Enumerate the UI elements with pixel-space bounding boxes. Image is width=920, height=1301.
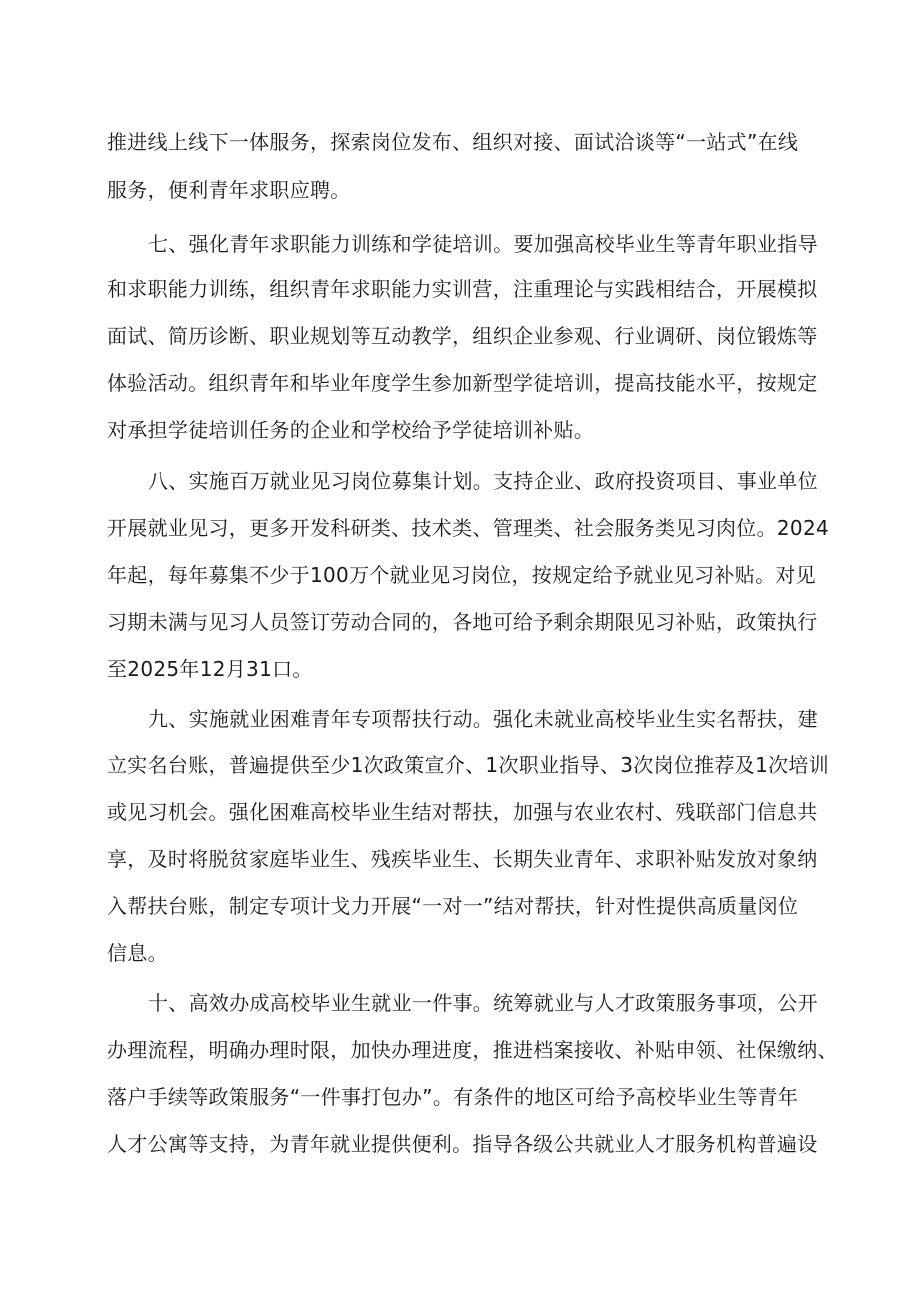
paragraph-line: 和求职能力训练，组织青年求职能力实训营，注重理论与实践相结合，开展模拟: [107, 277, 818, 301]
paragraph-line: 服务，便利青年求职应聘。: [107, 178, 351, 202]
paragraph-line: 开展就业见习，更多开发科研类、技术类、管理类、社会服务类见习肉位。2024: [107, 516, 829, 540]
paragraph-line: 或见习机会。强化困难高校毕业生结对帮扶，加强与农业农村、残联部门信息共: [107, 800, 818, 824]
paragraph-line: 落户手续等政策服务“一件事打包办”。有条件的地区可给予高校毕业生等青年: [107, 1085, 799, 1109]
paragraph-line: 信息。: [107, 941, 168, 965]
paragraph-line: 九、实施就业困难青年专项帮扶行动。强化未就业高校毕业生实名帮扶，建: [148, 707, 818, 731]
paragraph-line: 七、强化青年求职能力训练和学徒培训。要加强高校毕业生等青年职业指导: [148, 232, 818, 256]
paragraph-line: 至2025年12月31口。: [107, 657, 313, 681]
paragraph-line: 面试、简历诊断、职业规划等互动教学，组织企业参观、行业调研、岗位锻炼等: [107, 324, 818, 348]
paragraph-line: 推进线上线下一体服务，探索岗位发布、组织对接、面试洽谈等“一站式”在线: [107, 130, 799, 154]
paragraph-line: 立实名台账，普遍提供至少1次政策宣介、1次职业指导、3次岗位推荐及1次培训: [107, 753, 829, 777]
paragraph-line: 办理流程，明确办理时限，加快办理进度，推进档案接收、补贴申领、社保缴纳、: [107, 1038, 838, 1062]
paragraph-line: 八、实施百万就业见习岗位募集计划。支持企业、政府投资项目、事业单位: [148, 469, 818, 493]
paragraph-line: 十、高效办成高校毕业生就业一件事。统筹就业与人才政策服务事项，公开: [148, 991, 818, 1015]
paragraph-line: 享，及时将脱贫家庭毕业生、残疾毕业生、长期失业青年、求职补贴发放对象纳: [107, 847, 818, 871]
paragraph-line: 体验活动。组织青年和毕业年度学生参加新型学徒培训，提高技能水平，按规定: [107, 371, 818, 395]
paragraph-line: 对承担学徒培训任务的企业和学校给予学徒培训补贴。: [107, 418, 595, 442]
paragraph-line: 习期未满与见习人员签订劳动合同的，各地可给予剩余期限见习补贴，政策执行: [107, 610, 818, 634]
paragraph-line: 入帮扶台账，制定专项计戈力开展“一对一”结对帮扶，针对性提供高质量闵位: [107, 894, 799, 918]
paragraph-line: 年起，每年募集不少于100万个就业见习岗位，按规定给予就业见习补贴。对见: [107, 563, 816, 587]
paragraph-line: 人才公寓等支持，为青年就业提供便利。指导各级公共就业人才服务机构普遍设: [107, 1132, 818, 1156]
